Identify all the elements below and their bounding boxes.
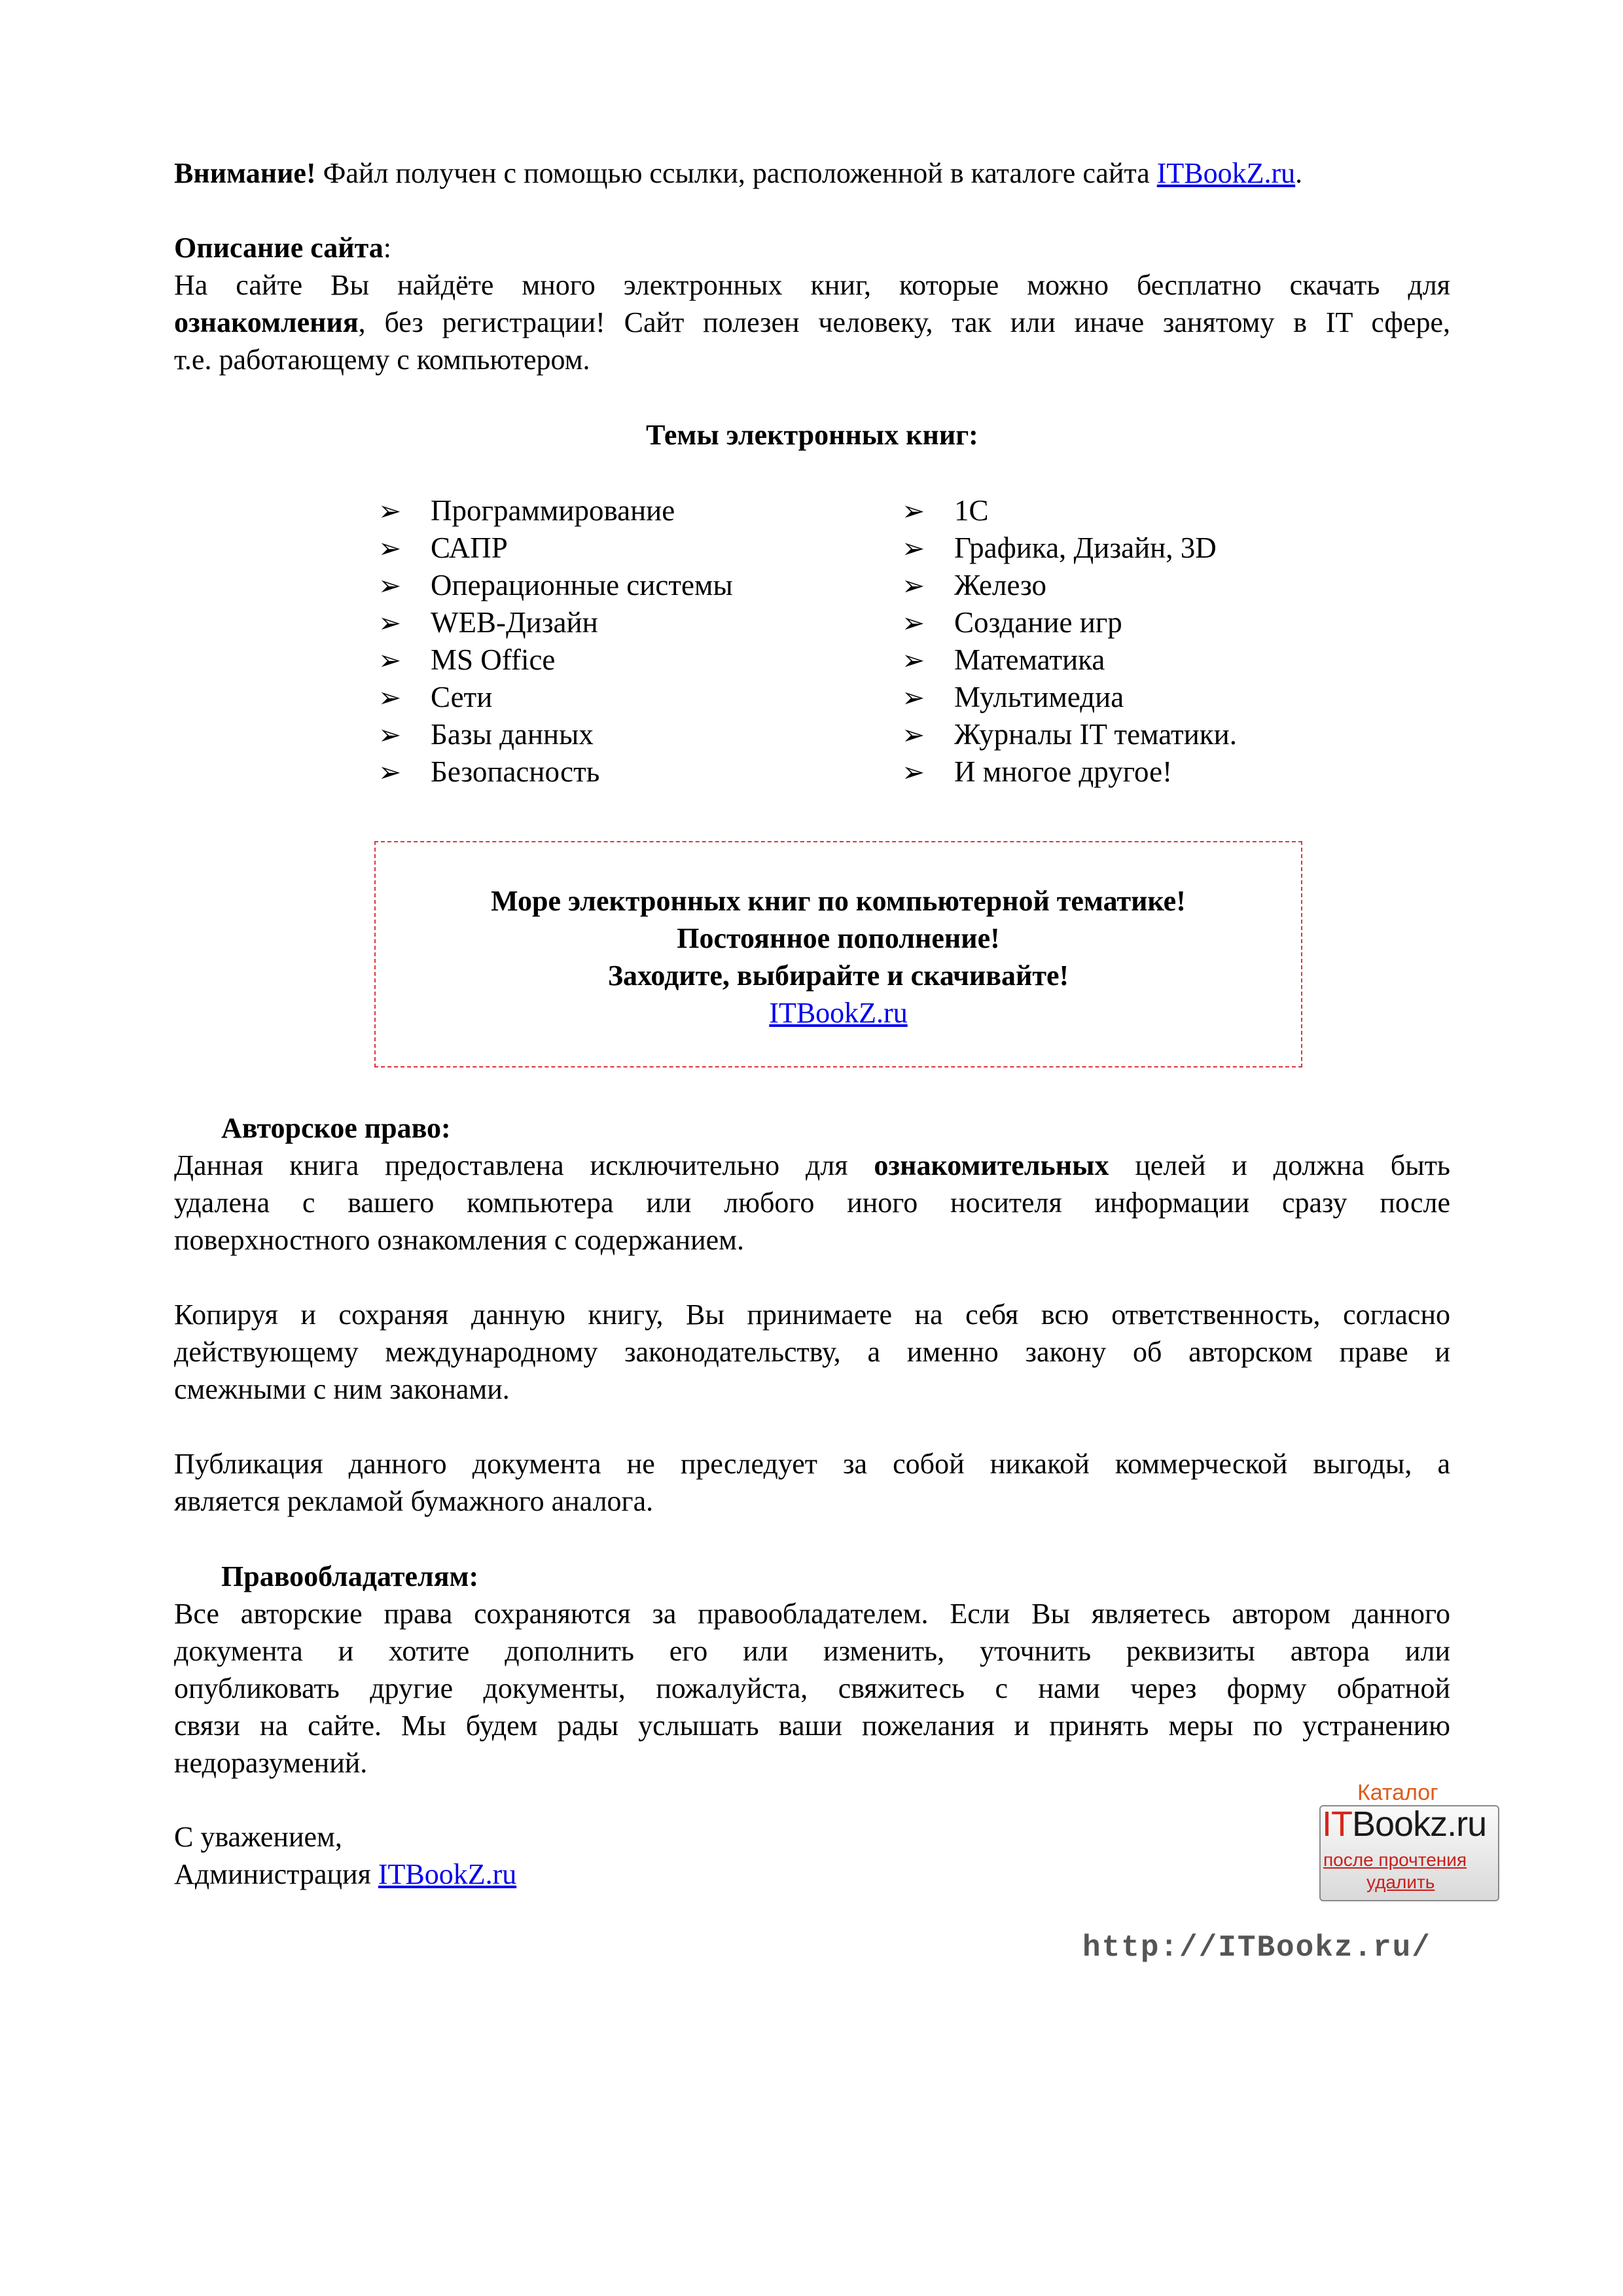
site-description-body: [174, 266, 1450, 378]
notice-text: Файл получен с помощью ссылки, расположенной в каталоге сайта: [315, 157, 1157, 189]
copyright-p2-line-2: действующему международному законодательству, а именно закону об авторском праве и: [174, 1336, 1450, 1368]
bullet-arrow-icon: ➢: [902, 607, 925, 639]
topic-label: Программирование: [431, 494, 675, 527]
topic-label: Операционные системы: [431, 569, 733, 601]
topic-label: Журналы IT тематики.: [954, 718, 1237, 751]
copyright-p1-text-b: целей и должна быть: [1109, 1149, 1451, 1181]
topic-item-left-4: [378, 604, 733, 641]
topic-label: Создание игр: [954, 606, 1122, 639]
site-description-colon: :: [383, 232, 392, 264]
logo-catalog-text: Каталог: [1357, 1780, 1438, 1805]
topic-item-right-1: [902, 492, 1237, 529]
site-description-line-2: [174, 304, 1450, 341]
topic-label: Графика, Дизайн, 3D: [954, 531, 1217, 564]
topic-item-right-8: [902, 753, 1237, 791]
copyright-p1-line-3: поверхностного ознакомления с содержанием.: [174, 1224, 745, 1256]
promo-line-3: Заходите, выбирайте и скачивайте!: [607, 960, 1069, 992]
rights-holders-heading: Правообладателям:: [221, 1560, 479, 1592]
notice-end: .: [1295, 157, 1303, 189]
notice-bold: Внимание!: [174, 157, 316, 189]
topic-item-right-5: [902, 641, 1237, 679]
copyright-heading: Авторское право:: [221, 1112, 451, 1144]
logo-sub-line-1: после прочтения: [1323, 1850, 1467, 1870]
topic-label: WEB-Дизайн: [431, 606, 598, 639]
copyright-paragraph-1: [174, 1147, 1450, 1259]
logo-brand: [1322, 1804, 1486, 1844]
copyright-p1-bold: ознакомительных: [874, 1149, 1109, 1181]
copyright-p1-line-2: удалена с вашего компьютера или любого иного носителя информации сразу после: [174, 1187, 1450, 1219]
promo-line-1: Море электронных книг по компьютерной тематике!: [491, 885, 1186, 917]
itbookz-catalog-logo[interactable]: [1319, 1780, 1499, 1901]
topic-item-left-1: [378, 492, 733, 529]
topic-label: MS Office: [431, 643, 556, 676]
bullet-arrow-icon: ➢: [378, 495, 402, 527]
copyright-paragraph-3: [174, 1445, 1450, 1520]
topic-item-right-2: [902, 529, 1237, 567]
topic-label: Базы данных: [431, 718, 594, 751]
topic-label: Математика: [954, 643, 1105, 676]
topic-label: САПР: [431, 531, 508, 564]
copyright-p3-line-1: Публикация данного документа не преследует за собой никакой коммерческой выгоды, а: [174, 1448, 1450, 1480]
copyright-paragraph-2: [174, 1296, 1450, 1408]
bullet-arrow-icon: ➢: [378, 607, 402, 639]
topic-label: Безопасность: [431, 755, 600, 788]
promo-site-link[interactable]: ITBookZ.ru: [769, 997, 908, 1029]
closing-site-link[interactable]: ITBookZ.ru: [378, 1858, 517, 1890]
rights-holders-line-5: недоразумений.: [174, 1747, 368, 1779]
site-description-heading-text: Описание сайта: [174, 232, 383, 264]
topics-heading: Темы электронных книг:: [646, 419, 978, 451]
bullet-arrow-icon: ➢: [902, 495, 925, 527]
topic-item-left-6: [378, 679, 733, 716]
rights-holders-line-2: документа и хотите дополнить его или изменить, уточнить реквизиты автора или: [174, 1635, 1450, 1667]
topic-item-right-3: [902, 567, 1237, 604]
logo-brand-it: IT: [1322, 1804, 1352, 1844]
bullet-arrow-icon: ➢: [378, 532, 402, 564]
rights-holders-paragraph: [174, 1595, 1450, 1782]
notice-site-link[interactable]: ITBookZ.ru: [1156, 157, 1296, 189]
copyright-p3-line-2: является рекламой бумажного аналога.: [174, 1485, 654, 1517]
bullet-arrow-icon: ➢: [378, 756, 402, 788]
notice-line: [174, 154, 1450, 192]
closing-regards: С уважением,: [174, 1821, 342, 1853]
rights-holders-line-3: опубликовать другие документы, пожалуйста, свяжитесь с нами через форму обратной: [174, 1672, 1450, 1704]
bullet-arrow-icon: ➢: [378, 719, 402, 751]
topic-label: Сети: [431, 681, 493, 713]
topics-list-right: [902, 492, 1237, 791]
copyright-p2-line-3: смежными с ним законами.: [174, 1373, 510, 1405]
topic-label: И многое другое!: [954, 755, 1173, 788]
closing-admin: [174, 1856, 516, 1893]
bullet-arrow-icon: ➢: [902, 681, 925, 713]
bullet-arrow-icon: ➢: [902, 532, 925, 564]
topic-item-left-5: [378, 641, 733, 679]
copyright-p1-line-1: [174, 1147, 1450, 1184]
footer-url: http://ITBookz.ru/: [1082, 1931, 1431, 1965]
site-description-heading: [174, 229, 391, 266]
topic-item-left-7: [378, 716, 733, 753]
logo-sub-line-2: удалить: [1366, 1872, 1435, 1892]
topic-item-left-3: [378, 567, 733, 604]
copyright-p2-line-1: Копируя и сохраняя данную книгу, Вы принимаете на себя всю ответственность, согласно: [174, 1299, 1450, 1331]
bullet-arrow-icon: ➢: [902, 756, 925, 788]
topic-label: 1С: [954, 494, 989, 527]
logo-brand-rest: Bookz.ru: [1352, 1804, 1487, 1844]
rights-holders-line-1: Все авторские права сохраняются за правообладателем. Если Вы являетесь автором данного: [174, 1598, 1450, 1630]
topic-item-left-8: [378, 753, 733, 791]
bullet-arrow-icon: ➢: [378, 644, 402, 676]
topic-item-right-4: [902, 604, 1237, 641]
topic-item-right-7: [902, 716, 1237, 753]
rights-holders-line-4: связи на сайте. Мы будем рады услышать ваши пожелания и принять меры по устранению: [174, 1710, 1450, 1742]
site-description-line-3: т.е. работающему с компьютером.: [174, 344, 590, 376]
bullet-arrow-icon: ➢: [902, 569, 925, 601]
topic-item-left-2: [378, 529, 733, 567]
topic-label: Железо: [954, 569, 1046, 601]
promo-box: [374, 841, 1302, 1067]
bullet-arrow-icon: ➢: [378, 569, 402, 601]
site-description-line-1: На сайте Вы найдёте много электронных книг, которые можно бесплатно скачать для: [174, 269, 1450, 301]
topic-item-right-6: [902, 679, 1237, 716]
bullet-arrow-icon: ➢: [902, 644, 925, 676]
closing-admin-text: Администрация: [174, 1858, 378, 1890]
promo-line-2: Постоянное пополнение!: [677, 922, 1000, 954]
topics-list-left: [378, 492, 733, 791]
site-description-line-2-rest: , без регистрации! Сайт полезен человеку, так или иначе занятому в IT сфере,: [358, 306, 1450, 338]
bullet-arrow-icon: ➢: [378, 681, 402, 713]
site-description-bold: ознакомления: [174, 306, 359, 338]
bullet-arrow-icon: ➢: [902, 719, 925, 751]
copyright-p1-text-a: Данная книга предоставлена исключительно для: [174, 1149, 874, 1181]
topic-label: Мультимедиа: [954, 681, 1124, 713]
